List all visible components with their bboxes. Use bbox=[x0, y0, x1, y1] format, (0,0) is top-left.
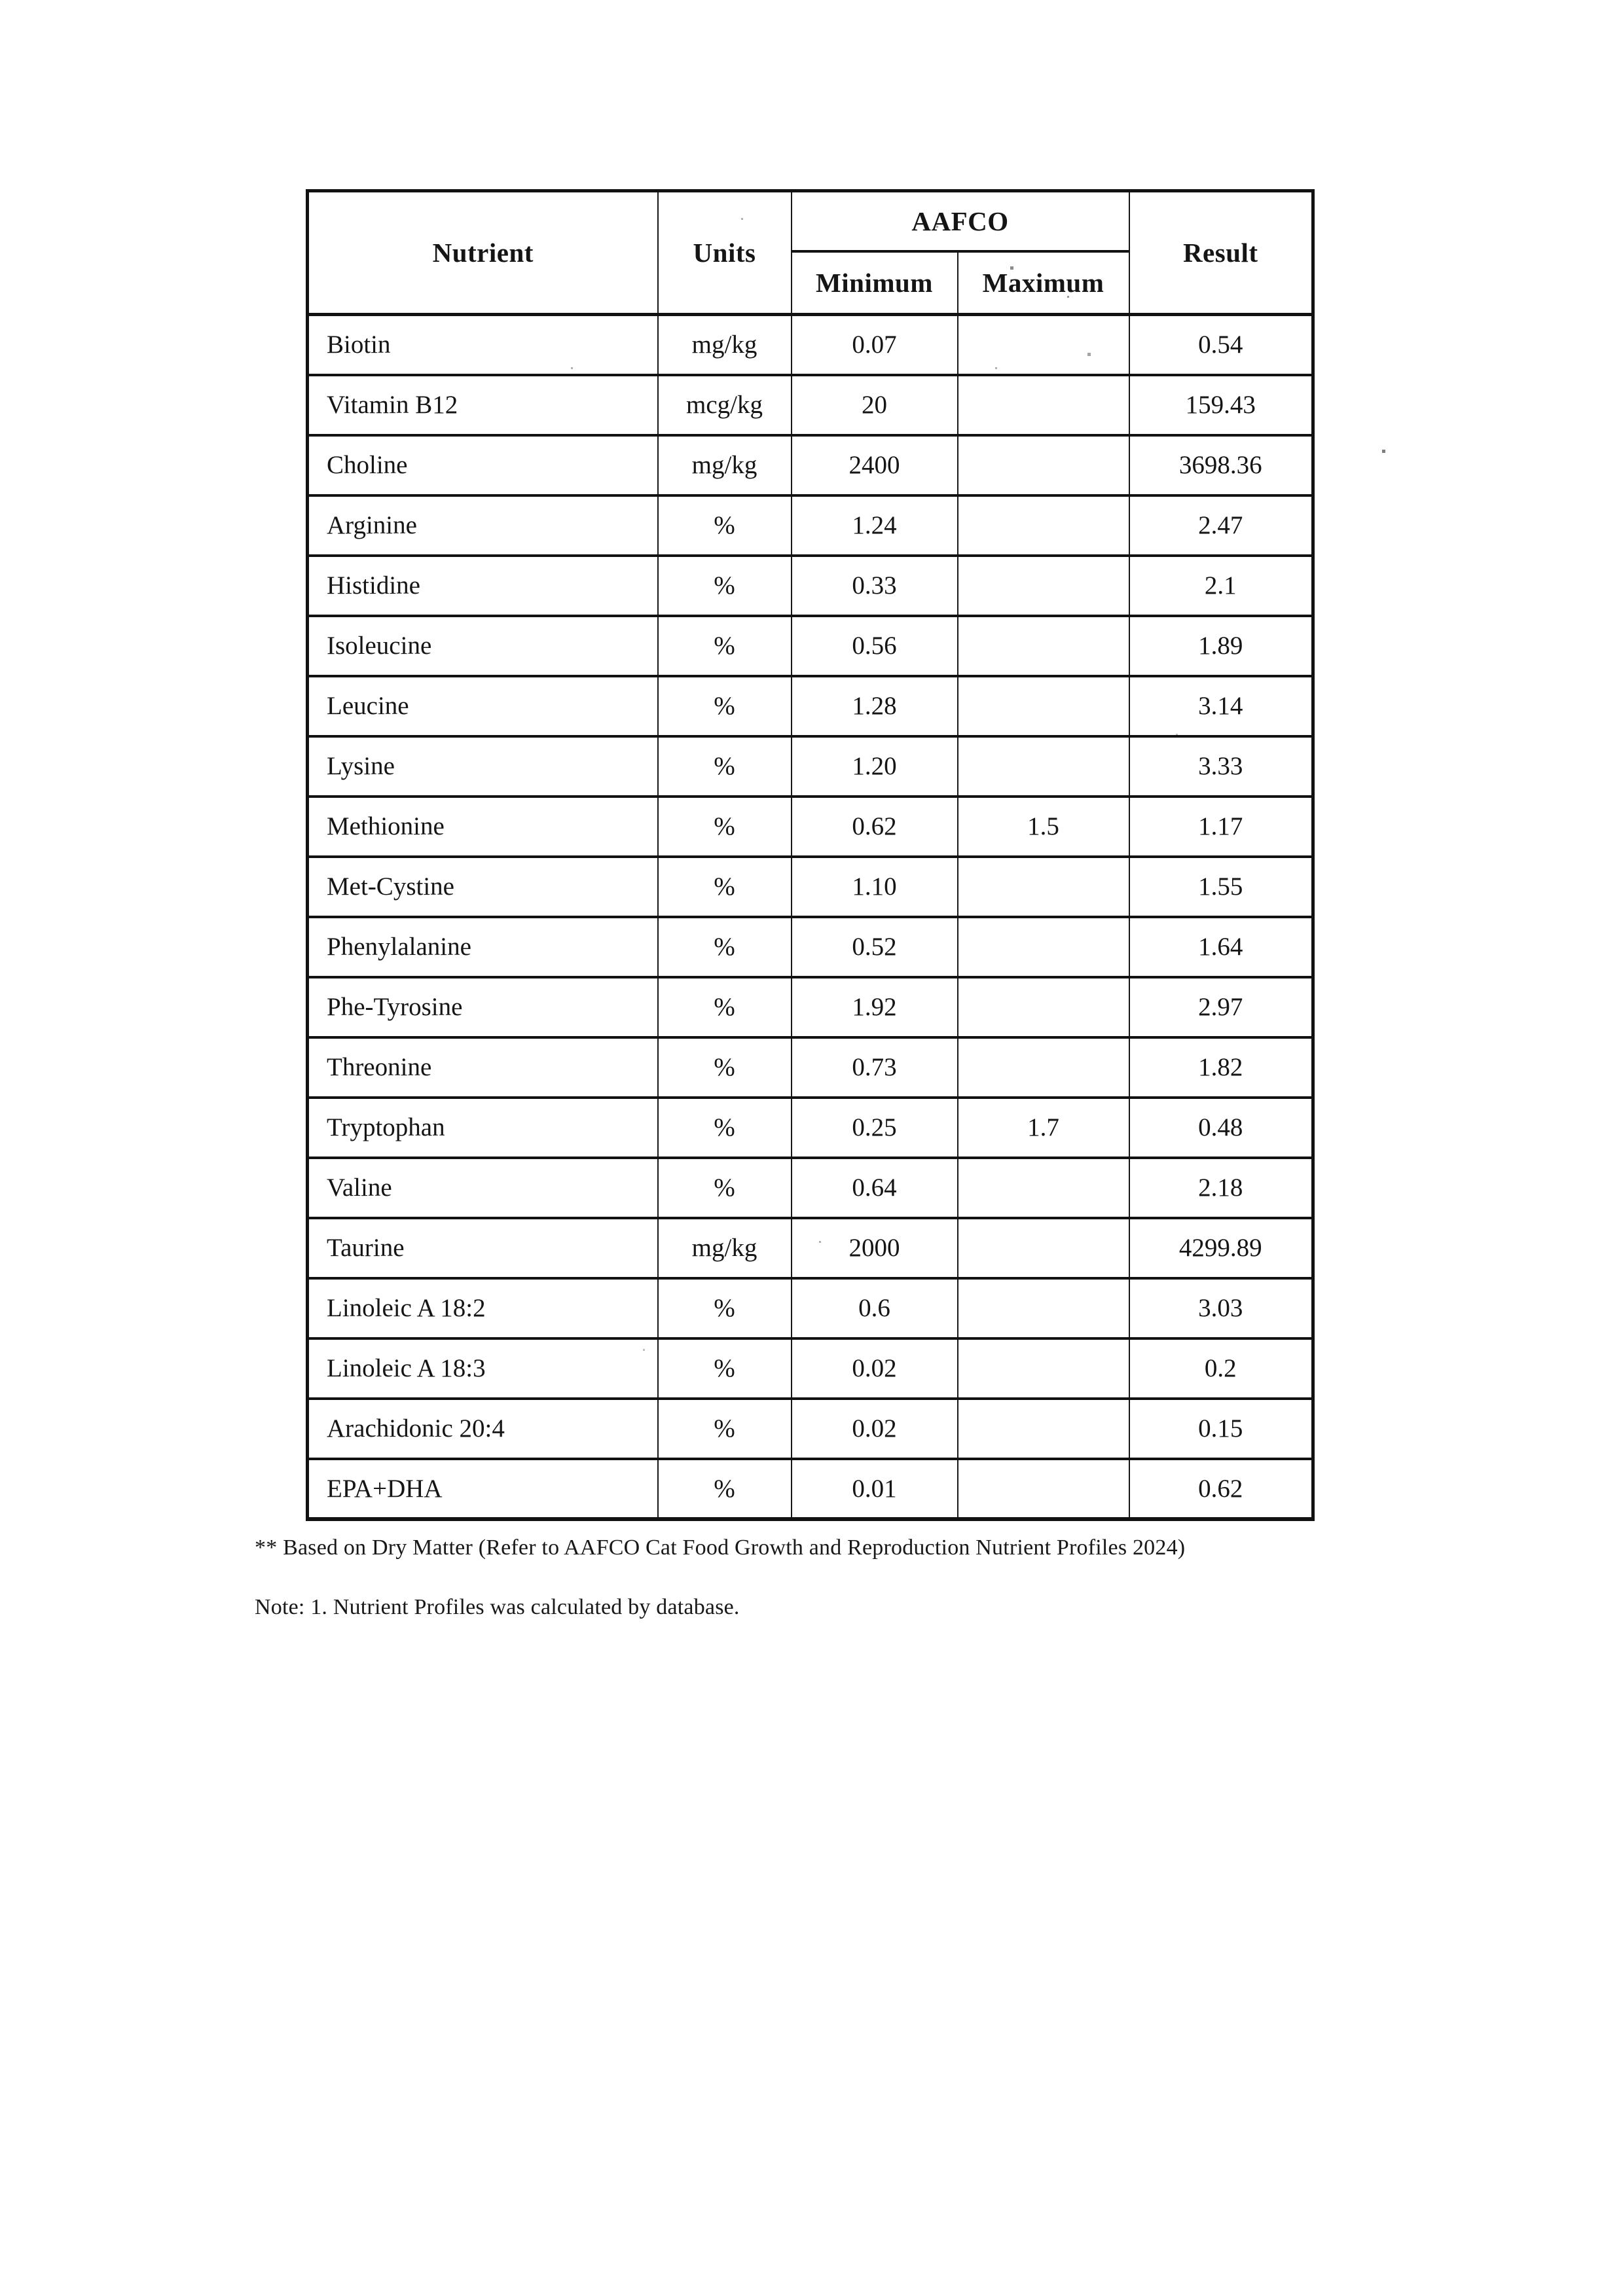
result-cell: 0.54 bbox=[1129, 315, 1313, 375]
result-cell: 3.14 bbox=[1129, 676, 1313, 736]
maximum-cell bbox=[958, 616, 1129, 676]
result-cell: 2.18 bbox=[1129, 1158, 1313, 1218]
table-row bbox=[308, 435, 1313, 495]
maximum-cell bbox=[958, 1399, 1129, 1459]
minimum-cell: 0.64 bbox=[792, 1158, 958, 1218]
nutrient-cell: Valine bbox=[308, 1158, 658, 1218]
table-row bbox=[308, 1158, 1313, 1218]
nutrient-cell: Vitamin B12 bbox=[308, 375, 658, 435]
nutrient-cell: Arachidonic 20:4 bbox=[308, 1399, 658, 1459]
maximum-cell bbox=[958, 857, 1129, 917]
nutrient-cell: Histidine bbox=[308, 556, 658, 616]
units-cell: mg/kg bbox=[658, 315, 792, 375]
minimum-cell: 0.02 bbox=[792, 1338, 958, 1399]
table-row bbox=[308, 1037, 1313, 1098]
table-row bbox=[308, 1459, 1313, 1519]
nutrient-cell: Leucine bbox=[308, 676, 658, 736]
minimum-cell: 0.56 bbox=[792, 616, 958, 676]
table-row bbox=[308, 315, 1313, 375]
nutrient-table bbox=[306, 189, 1315, 1521]
maximum-cell bbox=[958, 1459, 1129, 1519]
minimum-cell: 0.73 bbox=[792, 1037, 958, 1098]
units-cell: % bbox=[658, 1399, 792, 1459]
table-row bbox=[308, 736, 1313, 797]
result-cell: 159.43 bbox=[1129, 375, 1313, 435]
nutrient-cell: Phe-Tyrosine bbox=[308, 977, 658, 1037]
maximum-cell bbox=[958, 1037, 1129, 1098]
units-cell: % bbox=[658, 1459, 792, 1519]
header-result: Result bbox=[1129, 191, 1313, 315]
footnote-dry-matter: ** Based on Dry Matter (Refer to AAFCO Cat Food Growth and Reproduction Nutrient Profiles 2024) bbox=[255, 1535, 1186, 1560]
table-row bbox=[308, 1098, 1313, 1158]
minimum-cell: 20 bbox=[792, 375, 958, 435]
maximum-cell bbox=[958, 495, 1129, 556]
header-aafco: AAFCO bbox=[792, 191, 1129, 251]
maximum-cell bbox=[958, 556, 1129, 616]
table-row bbox=[308, 1218, 1313, 1278]
units-cell: % bbox=[658, 676, 792, 736]
units-cell: mg/kg bbox=[658, 435, 792, 495]
minimum-cell: 0.52 bbox=[792, 917, 958, 977]
units-cell: mcg/kg bbox=[658, 375, 792, 435]
nutrient-cell: Linoleic A 18:3 bbox=[308, 1338, 658, 1399]
table-row bbox=[308, 676, 1313, 736]
units-cell: % bbox=[658, 1098, 792, 1158]
minimum-cell: 0.01 bbox=[792, 1459, 958, 1519]
header-nutrient: Nutrient bbox=[308, 191, 658, 315]
table-row bbox=[308, 917, 1313, 977]
maximum-cell bbox=[958, 1338, 1129, 1399]
nutrient-cell: EPA+DHA bbox=[308, 1459, 658, 1519]
result-cell: 2.97 bbox=[1129, 977, 1313, 1037]
nutrient-cell: Lysine bbox=[308, 736, 658, 797]
table-row bbox=[308, 616, 1313, 676]
table-row bbox=[308, 1338, 1313, 1399]
table-row bbox=[308, 1278, 1313, 1338]
units-cell: % bbox=[658, 1278, 792, 1338]
maximum-cell: 1.7 bbox=[958, 1098, 1129, 1158]
table-row bbox=[308, 495, 1313, 556]
units-cell: % bbox=[658, 736, 792, 797]
units-cell: mg/kg bbox=[658, 1218, 792, 1278]
units-cell: % bbox=[658, 1338, 792, 1399]
minimum-cell: 2000 bbox=[792, 1218, 958, 1278]
header-row-top bbox=[308, 191, 1313, 251]
minimum-cell: 0.6 bbox=[792, 1278, 958, 1338]
minimum-cell: 1.24 bbox=[792, 495, 958, 556]
result-cell: 0.2 bbox=[1129, 1338, 1313, 1399]
footnote-note: Note: 1. Nutrient Profiles was calculated by database. bbox=[255, 1595, 740, 1619]
nutrient-cell: Choline bbox=[308, 435, 658, 495]
units-cell: % bbox=[658, 1158, 792, 1218]
maximum-cell bbox=[958, 736, 1129, 797]
table-row bbox=[308, 1399, 1313, 1459]
minimum-cell: 1.20 bbox=[792, 736, 958, 797]
units-cell: % bbox=[658, 977, 792, 1037]
result-cell: 1.89 bbox=[1129, 616, 1313, 676]
result-cell: 0.48 bbox=[1129, 1098, 1313, 1158]
units-cell: % bbox=[658, 1037, 792, 1098]
table-row bbox=[308, 556, 1313, 616]
nutrient-cell: Taurine bbox=[308, 1218, 658, 1278]
minimum-cell: 0.25 bbox=[792, 1098, 958, 1158]
nutrient-cell: Met-Cystine bbox=[308, 857, 658, 917]
units-cell: % bbox=[658, 797, 792, 857]
table-row bbox=[308, 797, 1313, 857]
maximum-cell bbox=[958, 435, 1129, 495]
minimum-cell: 0.33 bbox=[792, 556, 958, 616]
nutrient-cell: Arginine bbox=[308, 495, 658, 556]
maximum-cell bbox=[958, 375, 1129, 435]
result-cell: 1.82 bbox=[1129, 1037, 1313, 1098]
scan-speckles bbox=[0, 0, 2, 2]
minimum-cell: 0.62 bbox=[792, 797, 958, 857]
result-cell: 4299.89 bbox=[1129, 1218, 1313, 1278]
minimum-cell: 2400 bbox=[792, 435, 958, 495]
header-minimum: Minimum bbox=[792, 251, 958, 315]
result-cell: 3.03 bbox=[1129, 1278, 1313, 1338]
minimum-cell: 1.92 bbox=[792, 977, 958, 1037]
result-cell: 3698.36 bbox=[1129, 435, 1313, 495]
header-maximum: Maximum bbox=[958, 251, 1129, 315]
result-cell: 2.1 bbox=[1129, 556, 1313, 616]
maximum-cell: 1.5 bbox=[958, 797, 1129, 857]
minimum-cell: 0.07 bbox=[792, 315, 958, 375]
maximum-cell bbox=[958, 676, 1129, 736]
maximum-cell bbox=[958, 917, 1129, 977]
result-cell: 0.15 bbox=[1129, 1399, 1313, 1459]
nutrient-cell: Isoleucine bbox=[308, 616, 658, 676]
table-row bbox=[308, 375, 1313, 435]
units-cell: % bbox=[658, 556, 792, 616]
table-row bbox=[308, 977, 1313, 1037]
nutrient-cell: Methionine bbox=[308, 797, 658, 857]
maximum-cell bbox=[958, 977, 1129, 1037]
units-cell: % bbox=[658, 616, 792, 676]
minimum-cell: 1.10 bbox=[792, 857, 958, 917]
maximum-cell bbox=[958, 1158, 1129, 1218]
result-cell: 3.33 bbox=[1129, 736, 1313, 797]
result-cell: 2.47 bbox=[1129, 495, 1313, 556]
result-cell: 0.62 bbox=[1129, 1459, 1313, 1519]
minimum-cell: 0.02 bbox=[792, 1399, 958, 1459]
nutrient-cell: Threonine bbox=[308, 1037, 658, 1098]
maximum-cell bbox=[958, 1218, 1129, 1278]
nutrient-cell: Biotin bbox=[308, 315, 658, 375]
table-row bbox=[308, 857, 1313, 917]
nutrient-cell: Phenylalanine bbox=[308, 917, 658, 977]
result-cell: 1.64 bbox=[1129, 917, 1313, 977]
nutrient-cell: Linoleic A 18:2 bbox=[308, 1278, 658, 1338]
minimum-cell: 1.28 bbox=[792, 676, 958, 736]
header-units: Units bbox=[658, 191, 792, 315]
units-cell: % bbox=[658, 917, 792, 977]
nutrient-cell: Tryptophan bbox=[308, 1098, 658, 1158]
maximum-cell bbox=[958, 315, 1129, 375]
result-cell: 1.55 bbox=[1129, 857, 1313, 917]
units-cell: % bbox=[658, 857, 792, 917]
maximum-cell bbox=[958, 1278, 1129, 1338]
units-cell: % bbox=[658, 495, 792, 556]
result-cell: 1.17 bbox=[1129, 797, 1313, 857]
